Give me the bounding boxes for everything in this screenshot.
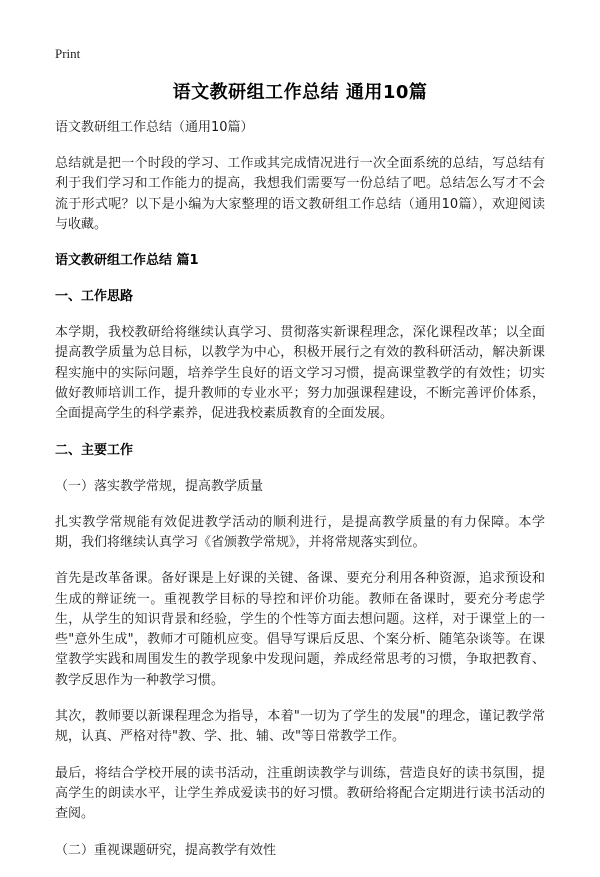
chapter-heading: 语文教研组工作总结 篇1 xyxy=(55,253,199,269)
document-subtitle: 语文教研组工作总结（通用10篇） xyxy=(55,120,254,135)
subsection1-heading: （一）落实教学常规，提高教学质量 xyxy=(55,478,264,494)
subsection1-paragraph-2: 首先是改革备课。备好课是上好课的关键、备课、要充分利用各种资源，追求预设和生成的辩证统一。重视教学目标的导控和评价功能。教师在备课时，要充分考虑学生，从学生的知识背景和经验，学生的个性等方面去想问题。这样，对于课堂上的一些"意外生成"，教师才可随机应变。倡导写课后反思、个案分析、随笔杂谈等。在课堂教学实践和周围发生的教学现象中发现问题，养成经常思考的习惯，争取把教育、教学反思作为一种教学习惯。 xyxy=(55,571,545,688)
print-link[interactable]: Print xyxy=(55,46,81,61)
page-title: 语文教研组工作总结 通用10篇 xyxy=(172,82,428,103)
subsection2-heading: （二）重视课题研究，提高教学有效性 xyxy=(55,842,277,858)
section1-heading: 一、工作思路 xyxy=(55,289,134,305)
subsection1-paragraph-1: 扎实教学常规能有效促进教学活动的顺利进行，是提高教学质量的有力保障。本学期，我们将继续认真学习《省颁教学常规》，并将常规落实到位。 xyxy=(55,514,545,550)
intro-paragraph: 总结就是把一个时段的学习、工作或其完成情况进行一次全面系统的总结，写总结有利于我们学习和工作能力的提高，我想我们需要写一份总结了吧。总结怎么写才不会流于形式呢？以下是小编为大家整理的语文教研组工作总结（通用10篇），欢迎阅读与收藏。 xyxy=(55,156,545,232)
section1-paragraph: 本学期，我校教研给将继续认真学习、贯彻落实新课程理念，深化课程改革；以全面提高教学质量为总目标，以教学为中心，积极开展行之有效的教科研活动，解决新课程实施中的实际问题，培养学生良好的语文学习习惯，提高课堂教学的有效性；切实做好教师培训工作，提升教师的专业水平；努力加强课程建设，不断完善评价体系，全面提高学生的科学素养，促进我校素质教育的全面发展。 xyxy=(55,325,545,422)
subsection1-paragraph-4: 最后，将结合学校开展的读书活动，注重朗读教学与训练，营造良好的读书氛围，提高学生的朗读水平，让学生养成爱读书的好习惯。教研给将配合定期进行读书活动的查阅。 xyxy=(55,765,545,822)
subsection1-paragraph-3: 其次，教师要以新课程理念为指导，本着"一切为了学生的发展"的理念，谨记教学常规，认真、严格对待"教、学、批、辅、改"等日常教学工作。 xyxy=(55,709,545,745)
document-body xyxy=(55,118,545,877)
section2-heading: 二、主要工作 xyxy=(55,442,134,458)
